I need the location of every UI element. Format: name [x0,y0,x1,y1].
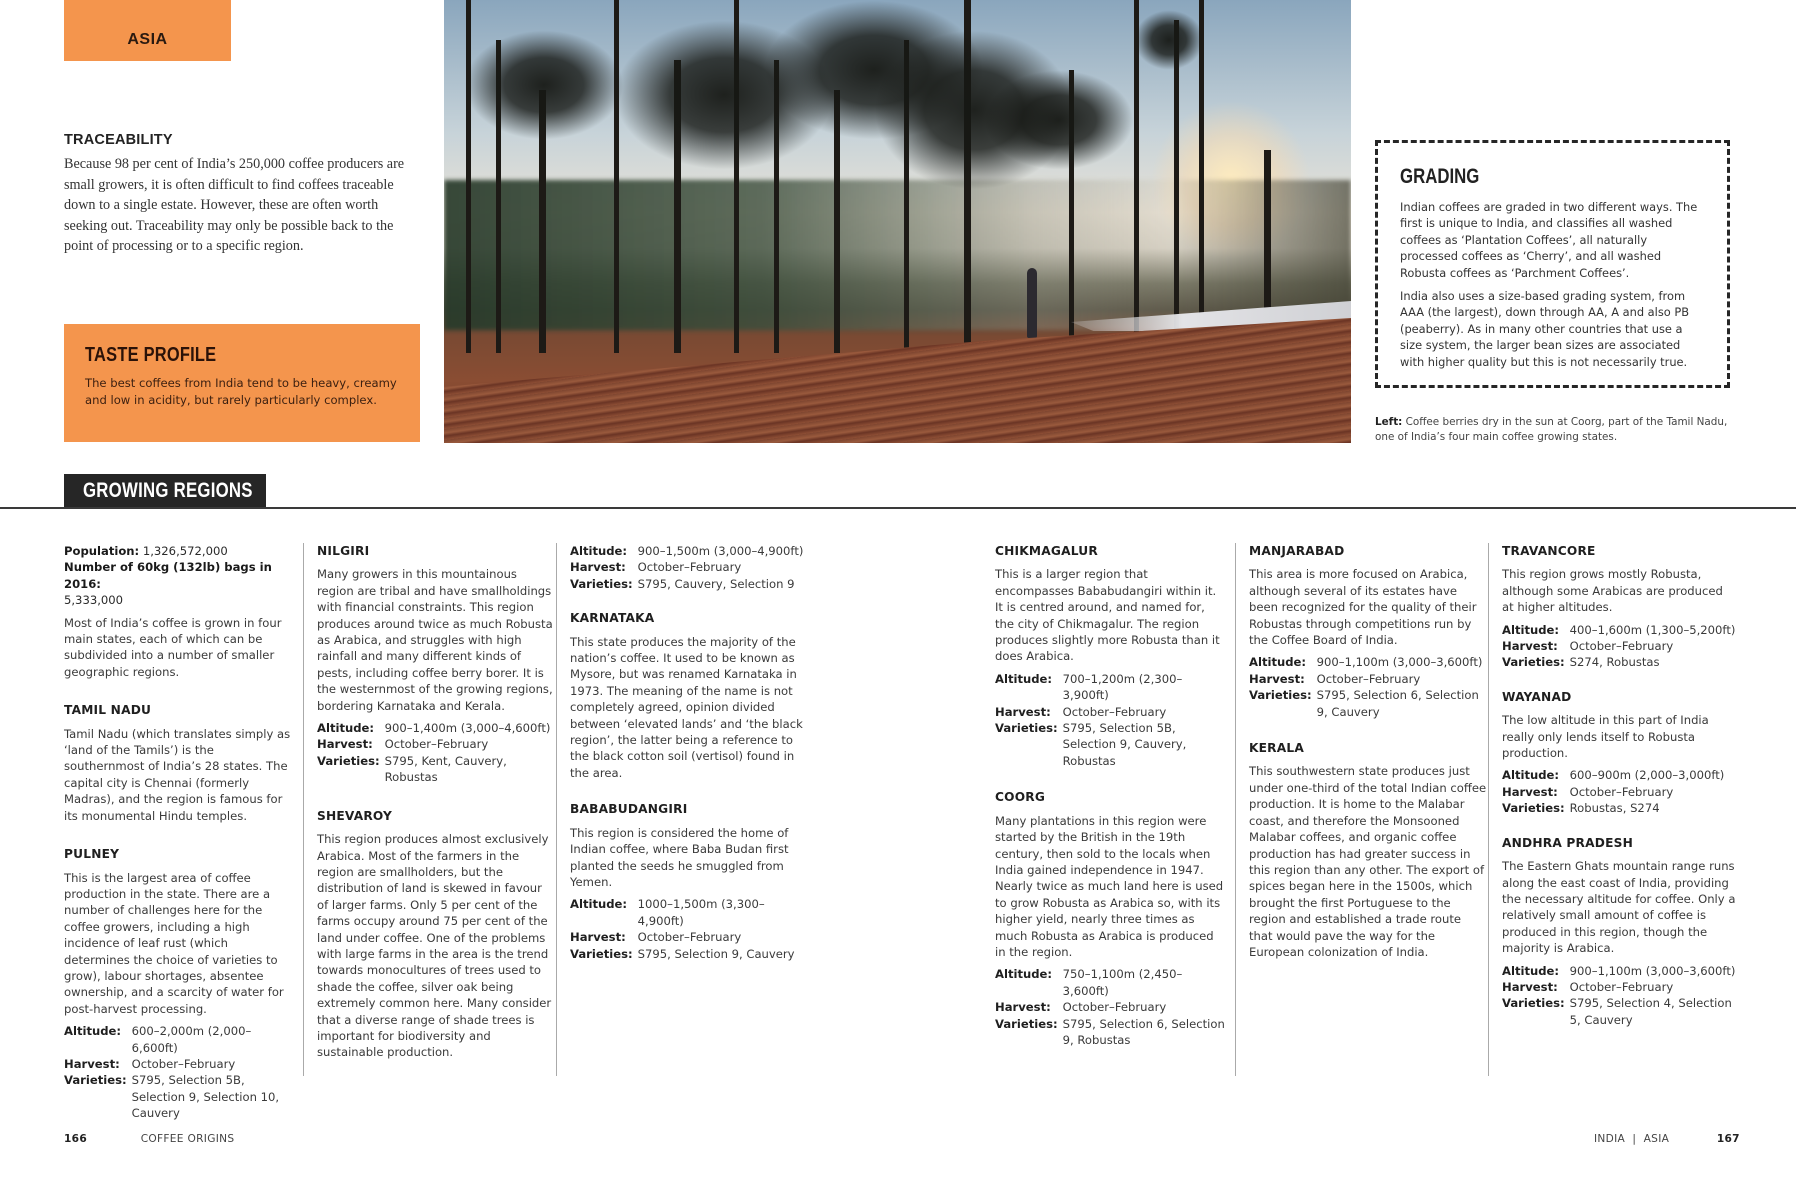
varieties-label: Varieties: [1502,655,1565,670]
varieties-label: Varieties: [1249,688,1312,703]
varieties-value: S274, Robustas [1569,655,1660,670]
region-description: This region is considered the home of Indian coffee, where Baba Budan first planted the seeds he smuggled from Yemen. [570,825,789,889]
altitude-value: 600–900m (2,000–3,000ft) [1569,768,1725,783]
region-name: KERALA [1249,741,1304,756]
varieties-label: Varieties: [570,946,633,961]
varieties-label: Varieties: [570,576,633,591]
region-description: This region grows mostly Robusta, although some Arabicas are produced at higher altitudes. [1502,567,1723,615]
region-description: This state produces the majority of the nation’s coffee. It used to be known as Mysore, but was renamed Karnataka in 1973. The meaning of the name is not completely agreed, opinion divided between ‘elevated lands’ and ‘the black region’, the latter being a reference to the black cotton soil (vertisol) found in the area. [570,634,803,780]
region-name: BABABUDANGIRI [570,802,688,817]
growing-regions-heading: GROWING REGIONS [83,479,253,502]
varieties-value: S795, Selection 5B, Selection 9, Cauvery, Robustas [1062,721,1187,768]
harvest-label: Harvest: [1502,639,1558,654]
column-3 [556,543,806,1076]
region-description: Many growers in this mountainous region are tribal and have smallholdings with financial constraints. This region produces around twice as much Robusta as Arabica, and struggles with high rainfall and many different kinds of pests, including coffee berry borer. It is the westernmost of the growing regions, bordering Karnataka and Kerala. [317,567,553,713]
region-travancore [1502,543,1738,671]
varieties-value: S795, Selection 4, Selection 5, Cauvery [1569,996,1732,1027]
population-value: 1,326,572,000 [139,544,228,558]
region-description: The Eastern Ghats mountain range runs along the east coast of India, providing the necessary altitude for coffee. Only a relatively small amount of coffee is produced in this region, though the majority is Arabica. [1502,859,1736,956]
altitude-label: Altitude: [1502,768,1560,783]
region-name: NILGIRI [317,544,370,558]
region-description: Tamil Nadu (which translates simply as ‘land of the Tamils’) is the southernmost of India’s 28 states. The capital city is Chennai (formerly Madras), and the region is famous for its monumental Hindu temples. [64,726,291,823]
section-tab-label: ASIA [127,31,168,48]
taste-profile-body: The best coffees from India tend to be heavy, creamy and low in acidity, but rarely particularly complex. [85,376,397,407]
varieties-value: Robustas, S274 [1569,801,1660,816]
bags-stat [64,559,296,608]
region-manjarabad [1249,543,1487,720]
region-nilgiri [317,543,555,786]
region-chikmagalur [995,543,1227,769]
region-specs [1249,654,1487,720]
region-karnataka [570,610,806,781]
altitude-value: 600–2,000m (2,000–6,600ft) [131,1024,252,1055]
region-description: This is the largest area of coffee production in the state. There are a number of challenges here for the coffee growers, including a high incidence of leaf rust (which determines the choice of varieties to grow), labour shortages, absentee ownership, and a scarcity of water for post-harvest processing. [64,870,284,1016]
growing-regions-heading-bar [64,474,266,508]
section-rule [0,507,1796,509]
traceability-heading: TRACEABILITY [64,132,173,148]
varieties-label: Varieties: [317,753,380,768]
palm-frond [464,30,624,140]
altitude-value: 1000–1,500m (3,300–4,900ft) [637,897,765,928]
column-2 [303,543,555,1076]
palm-trunk [466,0,471,353]
region-wayanad [1502,689,1738,817]
region-description: This region produces almost exclusively Arabica. Most of the farmers in the region are smallholders, but the distribution of land is skewed in favour of larger farms. Only 5 per cent of the farms occupy around 75 per cent of the land under coffee. One of the problems with large farms in the area is the trend towards monocultures of trees used to shade the coffee, silver oak being extremely common here. Many consider that a diverse range of shade trees is important for biodiversity and sustainable production. [317,832,552,1060]
column-4 [995,543,1227,1064]
column-5 [1235,543,1487,1076]
varieties-value: S795, Selection 9, Cauvery [637,946,795,961]
varieties-label: Varieties: [995,1016,1058,1031]
altitude-value: 700–1,200m (2,300–3,900ft) [1062,671,1183,703]
region-coorg [995,789,1227,1048]
altitude-value: 900–1,100m (3,000–3,600ft) [1569,963,1736,978]
region-description: This southwestern state produces just under one-third of the total Indian coffee production. It is home to the Malabar coast, and therefore the Monsooned Malabar coffees, and organic coffee production has had greater success in this region than any other. The export of spices began here in the 1500s, which brought the first Portuguese to the region and established a trade route that would pave the way for the European colonization of India. [1249,764,1487,959]
altitude-label: Altitude: [1502,622,1560,637]
altitude-value: 900–1,400m (3,000–4,600ft) [384,721,551,736]
varieties-label: Varieties: [1502,996,1565,1011]
region-specs [1502,622,1738,671]
photo-caption [1375,415,1735,445]
page-number-left: 166 [64,1133,88,1145]
harvest-value: October–February [637,560,742,575]
region-description: This area is more focused on Arabica, although several of its estates have been recognized for the quality of their Robustas through competitions run by the Coffee Board of India. [1249,567,1477,648]
person-silhouette [1027,268,1037,338]
region-name: KARNATAKA [570,611,655,626]
varieties-value: S795, Selection 6, Selection 9, Cauvery [1316,688,1479,719]
palm-frond [984,70,1134,170]
bags-label: Number of 60kg (132lb) bags in 2016: [64,560,272,591]
altitude-value: 900–1,100m (3,000–3,600ft) [1316,655,1483,670]
region-specs [1502,767,1738,816]
region-specs [995,966,1227,1048]
varieties-value: S795, Selection 6, Selection 9, Robustas [1062,1016,1225,1047]
altitude-label: Altitude: [995,671,1053,686]
grading-heading: GRADING [1400,165,1480,188]
harvest-value: October–February [1316,671,1421,686]
region-specs [1502,963,1738,1029]
population-label: Population: [64,544,140,558]
harvest-label: Harvest: [64,1056,120,1071]
harvest-label: Harvest: [1502,979,1558,994]
altitude-label: Altitude: [570,544,628,558]
region-name: WAYANAD [1502,689,1572,704]
region-name: MANJARABAD [1249,544,1345,558]
region-specs [317,720,555,786]
harvest-value: October–February [637,930,742,945]
region-kerala [1249,740,1487,960]
palm-frond [1134,10,1204,70]
altitude-value: 750–1,100m (2,450–3,600ft) [1062,967,1183,998]
page-number-right: 167 [1716,1133,1740,1145]
coffee-drying-photo [444,0,1351,443]
region-name: PULNEY [64,847,120,862]
region-shevaroy [317,808,555,1061]
running-head-right: INDIA | ASIA [1594,1133,1670,1145]
taste-profile-heading: TASTE PROFILE [85,344,217,366]
varieties-label: Varieties: [1502,801,1565,816]
footer-right [1594,1133,1740,1145]
varieties-value: S795, Cauvery, Selection 9 [637,576,795,591]
palm-trunk [614,0,619,353]
harvest-label: Harvest: [1502,784,1558,799]
altitude-label: Altitude: [1502,963,1560,978]
harvest-value: October–February [1569,979,1674,994]
harvest-label: Harvest: [1249,671,1305,686]
region-name: COORG [995,790,1046,805]
harvest-label: Harvest: [995,1000,1051,1015]
harvest-label: Harvest: [995,704,1051,719]
altitude-label: Altitude: [995,967,1053,982]
altitude-label: Altitude: [317,721,375,736]
altitude-label: Altitude: [1249,655,1307,670]
grading-box [1375,140,1730,388]
altitude-value: 400–1,600m (1,300–5,200ft) [1569,622,1736,637]
region-name: CHIKMAGALUR [995,544,1098,558]
intro-text: Most of India’s coffee is grown in four main states, each of which can be subdivided into a number of smaller geographic regions. [64,615,282,679]
harvest-value: October–February [1569,639,1674,654]
varieties-label: Varieties: [64,1073,127,1088]
region-name: SHEVAROY [317,808,393,823]
grading-paragraph: Indian coffees are graded in two different ways. The first is unique to India, and classifies all washed coffees as ‘Plantation Coffees’, all naturally processed coffees as ‘Cherry’, and all washed Robusta coffees as ‘Parchment Coffees’. [1400,200,1698,280]
harvest-label: Harvest: [570,930,626,945]
region-tamil-nadu [64,702,296,824]
harvest-value: October–February [1062,704,1167,719]
region-description: This is a larger region that encompasses Bababudangiri within it. It is centred around, and named for, the city of Chikmagalur. The region produces slightly more Robusta than it does Arabica. [995,567,1220,664]
column-1 [64,543,296,1138]
altitude-value: 900–1,500m (3,000–4,900ft) [637,544,804,558]
region-name: TAMIL NADU [64,703,152,718]
harvest-label: Harvest: [317,737,373,752]
coffee-berries-patio [444,318,1351,443]
column-6 [1488,543,1738,1076]
region-bababudangiri [570,801,806,962]
misty-forest [444,180,1351,330]
footer-left [64,1133,234,1145]
harvest-label: Harvest: [570,560,626,575]
running-head-left: COFFEE ORIGINS [140,1133,235,1145]
region-description: Many plantations in this region were started by the British in the 19th century, then sold to the locals when India gained independence in 1947. Nearly twice as much land here is used to grow Robusta as Arabica so, with its higher yield, nearly three times as much Robusta as Arabica is produced in the region. [995,813,1224,959]
region-specs [995,671,1227,769]
caption-label: Left: [1375,416,1403,428]
traceability-body: Because 98 per cent of India’s 250,000 coffee producers are small growers, it is often difficult to find coffees traceable down to a single estate. However, these are often worth seeking out. Traceability may only be possible back to the point of processing or to a specific region. [64,156,405,254]
caption-text: Coffee berries dry in the sun at Coorg, part of the Tamil Nadu, one of India’s four main coffee growing states. [1375,416,1728,443]
harvest-value: October–February [384,737,489,752]
taste-profile-box [64,324,420,442]
bags-value: 5,333,000 [64,593,124,608]
region-andhra-pradesh [1502,835,1738,1028]
varieties-value: S795, Kent, Cauvery, Robustas [384,753,507,785]
altitude-label: Altitude: [64,1024,122,1039]
region-pulney [64,846,296,1122]
region-name: ANDHRA PRADESH [1502,835,1633,850]
region-name: TRAVANCORE [1502,544,1596,558]
region-specs [570,543,806,592]
region-description: The low altitude in this part of India really only lends itself to Robusta production. [1502,713,1709,761]
varieties-value: S795, Selection 5B, Selection 9, Selection 10, Cauvery [131,1073,280,1121]
region-specs [570,896,806,962]
harvest-value: October–February [1569,784,1674,799]
section-tab [64,0,231,61]
varieties-label: Varieties: [995,721,1058,736]
region-shevaroy-specs [570,543,806,592]
traceability-section [64,132,424,257]
altitude-label: Altitude: [570,897,628,912]
region-specs [64,1023,296,1121]
harvest-value: October–February [1062,1000,1167,1015]
harvest-value: October–February [131,1056,236,1071]
population-stat [64,543,296,559]
grading-paragraph: India also uses a size-based grading system, from AAA (the largest), down through AA, A and also PB (peaberry). As in many other countries that use a size system, the larger bean sizes are associated with higher quality but this is not necessarily true. [1400,289,1690,369]
palm-trunk [1174,20,1179,353]
